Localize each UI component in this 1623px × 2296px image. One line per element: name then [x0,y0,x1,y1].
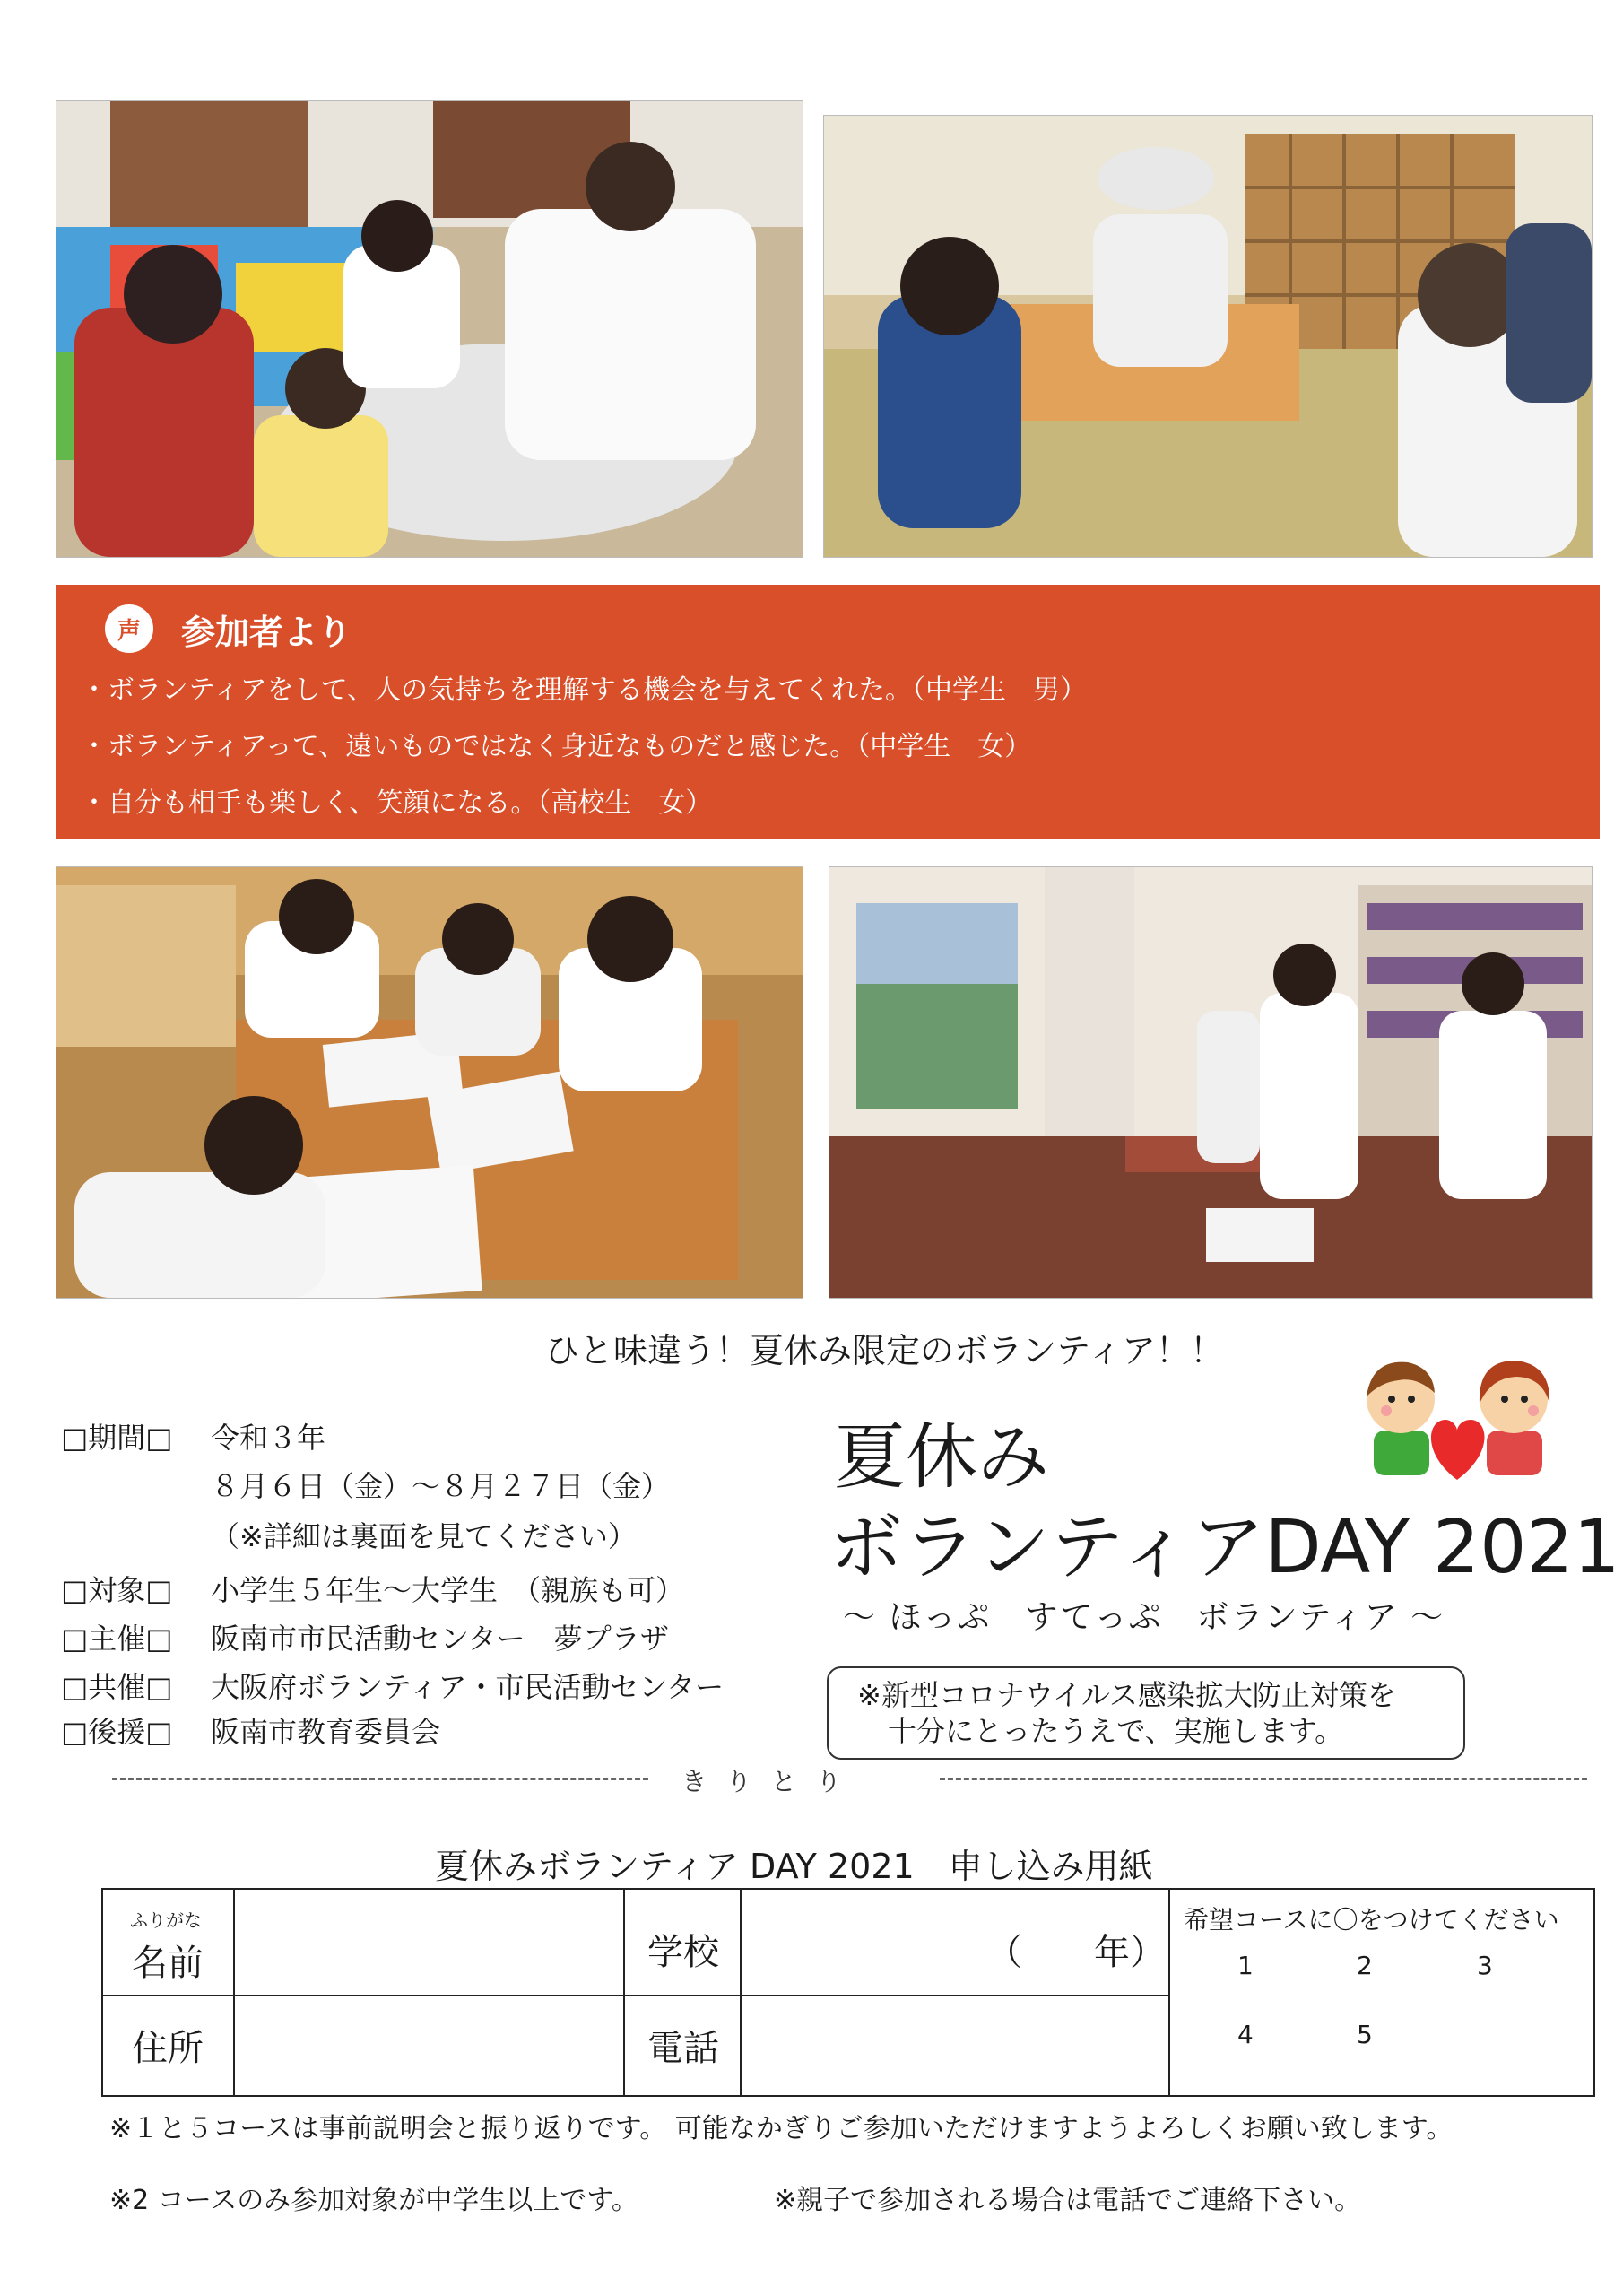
form-title: 夏休みボランティア DAY 2021 申し込み用紙 [435,1847,1153,1886]
name-field[interactable] [236,1893,621,1994]
course-option-2[interactable]: 2 [1357,1951,1373,1980]
cut-line-left [112,1778,648,1780]
voice-comment: ・自分も相手も楽しく、笑顔になる。（高校生 女） [81,787,713,819]
photo-library-room [829,866,1593,1299]
address-label: 住所 [132,2028,204,2069]
name-label: 名前 [132,1943,204,1984]
phone-field[interactable] [742,1997,1167,2094]
note-parent-child: ※親子で参加される場合は電話でご連絡下さい。 [774,2185,1362,2216]
title-line1: 夏休み [834,1415,1049,1499]
furigana-label: ふりがな [130,1909,202,1931]
title-line2: ボランティアDAY 2021 [829,1505,1620,1590]
period-year: 令和３年 [211,1421,326,1455]
photo-children-crafting [56,100,803,558]
support-value: 阪南市教育委員会 [211,1715,441,1749]
course-header: 希望コースに〇をつけてください [1184,1905,1559,1935]
school-label: 学校 [647,1932,719,1973]
notice-line1: ※新型コロナウイルス感染拡大防止対策を [857,1678,1396,1712]
form-divider [740,1890,742,2095]
voice-badge: 声 [105,604,153,653]
note-course-2: ※2 コースのみ参加対象が中学生以上です。 [109,2185,638,2216]
address-field[interactable] [236,1997,621,2094]
voice-heading: 参加者より [181,613,352,652]
period-note: （※詳細は裏面を見てください） [211,1519,637,1553]
target-label: □対象□ [61,1573,173,1607]
form-divider [233,1890,235,2095]
period-dates: ８月６日（金）～８月２７日（金） [211,1469,671,1503]
course-option-3[interactable]: 3 [1477,1951,1493,1980]
form-divider [1168,1890,1170,2095]
cut-label: きりとり [681,1767,862,1796]
title-subtitle: ～ ほっぷ すてっぷ ボランティア ～ [843,1599,1445,1636]
notice-line2: 十分にとったうえで、実施します。 [888,1714,1344,1748]
application-form [101,1888,1595,2097]
course-option-4[interactable]: 4 [1237,2020,1254,2049]
target-value: 小学生５年生～大学生 （親族も可） [211,1573,685,1607]
photo-tatami-room [823,115,1593,558]
covid-notice [827,1666,1465,1760]
school-year-label: （ 年） [986,1932,1166,1973]
voice-comment: ・ボランティアをして、人の気持ちを理解する機会を与えてくれた。（中学生 男） [81,674,1087,706]
form-row-divider [103,1995,1168,1996]
host-value: 阪南市市民活動センター 夢プラザ [211,1622,669,1656]
period-label: □期間□ [61,1421,173,1455]
cut-line-right [940,1778,1587,1780]
participant-voices-banner [56,585,1600,839]
voice-comment: ・ボランティアって、遠いものではなく身近なものだと感じた。（中学生 女） [81,731,1032,762]
cohost-value: 大阪府ボランティア・市民活動センター [211,1670,725,1704]
photo-students-writing [56,866,803,1299]
note-course-1-5: ※１と５コースは事前説明会と振り返りです。 可能なかぎりご参加いただけますようよろしくお願い致します。 [109,2113,1454,2144]
tagline: ひと味違う！夏休み限定のボランティア！！ [545,1331,1224,1370]
mascot-heart-illustration [1345,1341,1569,1484]
cohost-label: □共催□ [61,1670,173,1704]
host-label: □主催□ [61,1622,173,1656]
course-option-5[interactable]: 5 [1357,2020,1373,2049]
support-label: □後援□ [61,1715,173,1749]
course-option-1[interactable]: 1 [1237,1951,1254,1980]
phone-label: 電話 [647,2028,719,2069]
form-divider [623,1890,625,2095]
